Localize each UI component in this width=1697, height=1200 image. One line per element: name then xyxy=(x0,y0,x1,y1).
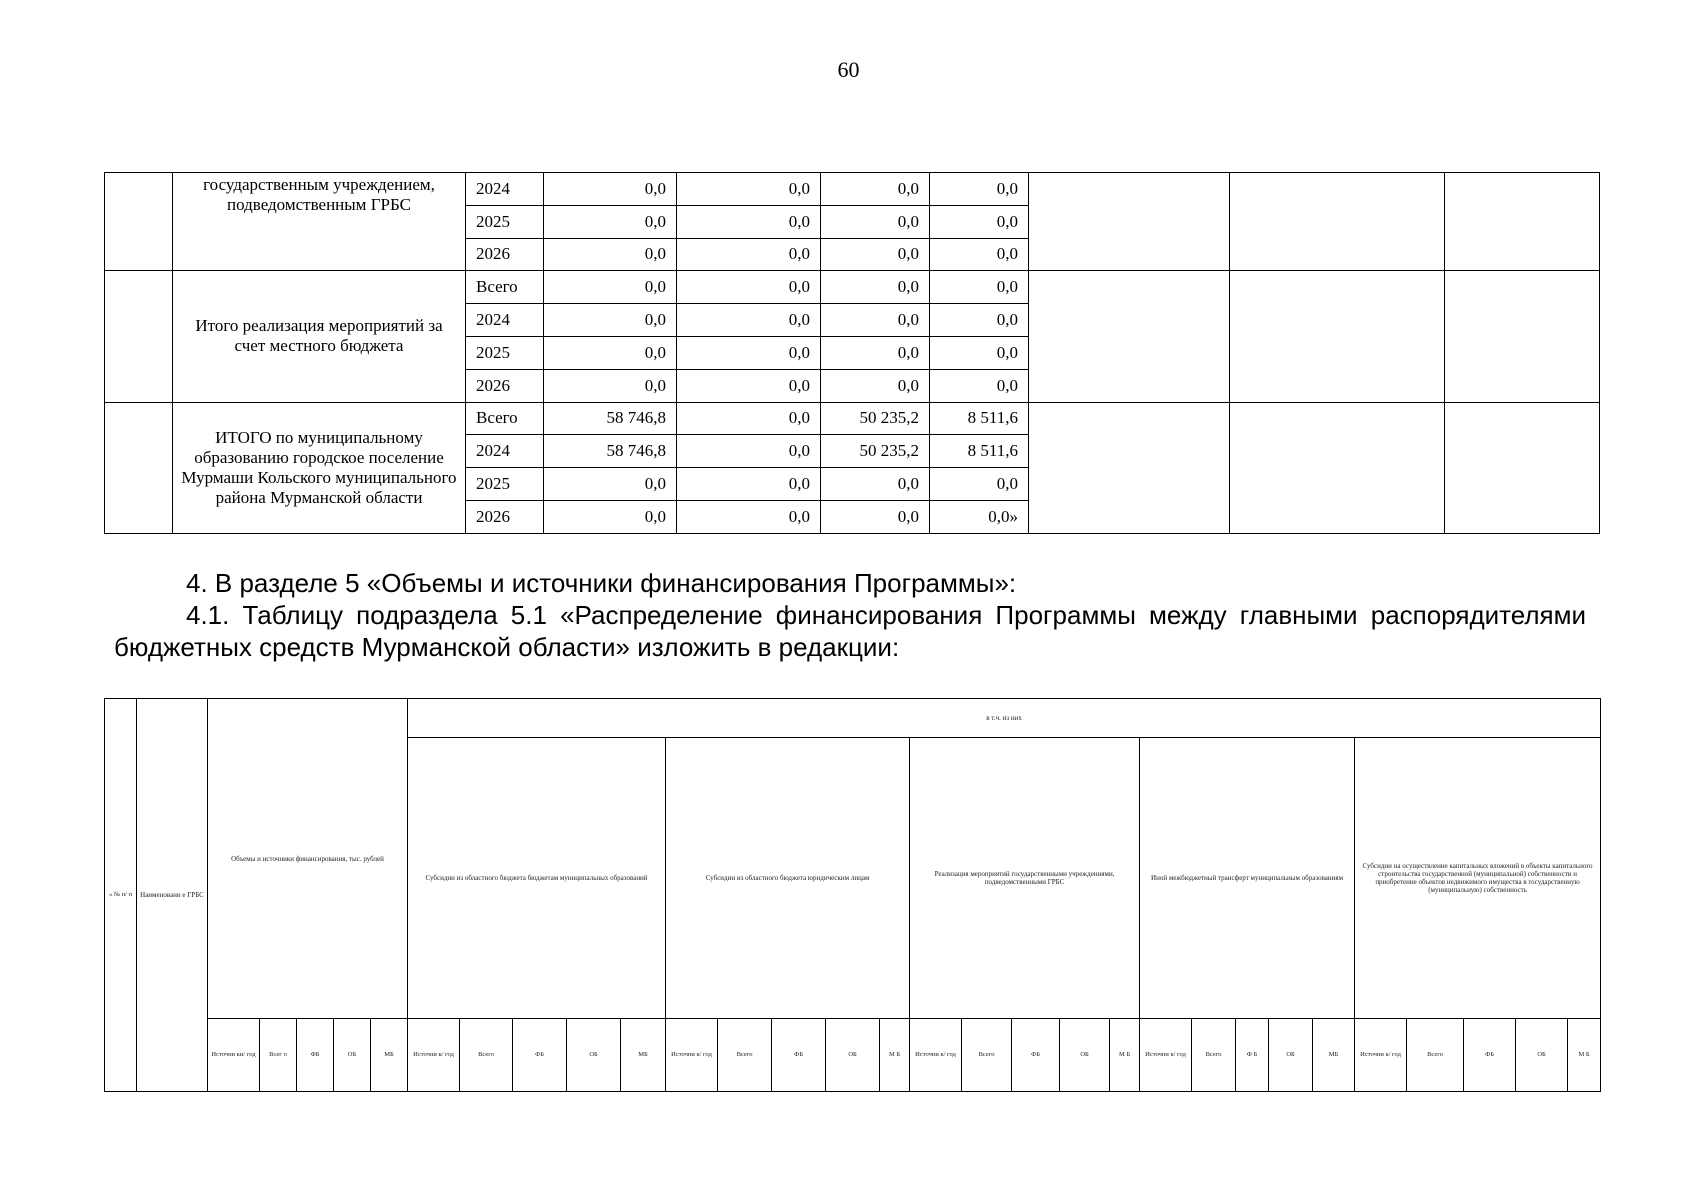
sub-header-cell: МБ xyxy=(371,1019,408,1092)
sub-header-cell: МБ xyxy=(621,1019,666,1092)
sub-header-cell: Источни к/ год xyxy=(408,1019,460,1092)
total-cell: 0,0 xyxy=(544,173,677,206)
ob-cell: 0,0 xyxy=(821,205,930,238)
sub-header-cell: Источни ки/ год xyxy=(208,1019,260,1092)
total-cell: 0,0 xyxy=(544,304,677,337)
sub-header-cell: ФБ xyxy=(1464,1019,1516,1092)
ob-cell: 0,0 xyxy=(821,468,930,501)
table-row xyxy=(105,402,1600,435)
sub-header-cell: ФБ xyxy=(513,1019,567,1092)
row-number-cell xyxy=(105,173,173,271)
ob-cell: 0,0 xyxy=(821,500,930,533)
extra-cell-3 xyxy=(1445,173,1600,271)
mb-cell: 0,0 xyxy=(930,271,1029,304)
sub-header-cell: ОБ xyxy=(826,1019,880,1092)
sub-header-cell: Всег о xyxy=(260,1019,297,1092)
ob-cell: 0,0 xyxy=(821,238,930,271)
sub-header-cell: ФБ xyxy=(1012,1019,1060,1092)
fb-cell: 0,0 xyxy=(677,468,821,501)
ob-cell: 50 235,2 xyxy=(821,402,930,435)
sub-header-cell: ОБ xyxy=(334,1019,371,1092)
sub-header-cell: М Б xyxy=(880,1019,910,1092)
fb-cell: 0,0 xyxy=(677,369,821,402)
group-header: Субсидии из областного бюджета юридическим лицам xyxy=(666,738,910,1019)
page-number: 60 xyxy=(837,57,860,82)
group-header: Субсидии из областного бюджета бюджетам муниципальных образований xyxy=(408,738,666,1019)
extra-cell-1 xyxy=(1029,271,1230,402)
sub-header-cell: Источни к/ год xyxy=(910,1019,962,1092)
col-header-volumes: Объемы и источники финансирования, тыс. рублей xyxy=(208,699,408,1019)
year-cell: 2025 xyxy=(466,468,544,501)
fb-cell: 0,0 xyxy=(677,271,821,304)
table-body xyxy=(105,173,1600,534)
year-cell: 2025 xyxy=(466,336,544,369)
ob-cell: 0,0 xyxy=(821,304,930,337)
sub-header-cell: М Б xyxy=(1110,1019,1140,1092)
instruction-paragraph: 4.1. Таблицу подраздела 5.1 «Распределение финансирования Программы между главными распорядителями бюджетных средств Мурманской области» изложить в редакции: xyxy=(114,600,1586,662)
fb-cell: 0,0 xyxy=(677,500,821,533)
fb-cell: 0,0 xyxy=(677,336,821,369)
sub-header-cell: ФБ xyxy=(297,1019,334,1092)
extra-cell-2 xyxy=(1230,402,1445,533)
mb-cell: 8 511,6 xyxy=(930,435,1029,468)
financing-table-continued xyxy=(104,172,1600,534)
sub-header-cell: Всего xyxy=(718,1019,772,1092)
ob-cell: 0,0 xyxy=(821,369,930,402)
mb-cell: 0,0 xyxy=(930,468,1029,501)
year-cell: 2026 xyxy=(466,238,544,271)
extra-cell-1 xyxy=(1029,402,1230,533)
group-header: Субсидии на осуществление капитальных вложений в объекты капитального строительства государственной (муниципальной) собственности и приобретение объектов недвижимого имущества в государственную (муниципальную) собственность xyxy=(1355,738,1601,1019)
col-header-name: Наименовани е ГРБС xyxy=(137,699,208,1092)
ob-cell: 50 235,2 xyxy=(821,435,930,468)
extra-cell-1 xyxy=(1029,173,1230,271)
year-cell: 2026 xyxy=(466,369,544,402)
total-cell: 58 746,8 xyxy=(544,435,677,468)
total-cell: 58 746,8 xyxy=(544,402,677,435)
table-row xyxy=(105,271,1600,304)
total-cell: 0,0 xyxy=(544,238,677,271)
row-number-cell xyxy=(105,402,173,533)
sub-header-cell: Всего xyxy=(1407,1019,1464,1092)
total-cell: 0,0 xyxy=(544,369,677,402)
mb-cell: 0,0 xyxy=(930,205,1029,238)
mb-cell: 0,0 xyxy=(930,336,1029,369)
mb-cell: 8 511,6 xyxy=(930,402,1029,435)
table-row xyxy=(105,173,1600,206)
sub-header-cell: Всего xyxy=(962,1019,1012,1092)
year-cell: Всего xyxy=(466,402,544,435)
fb-cell: 0,0 xyxy=(677,304,821,337)
total-cell: 0,0 xyxy=(544,336,677,369)
sub-header-cell: ОБ xyxy=(1269,1019,1313,1092)
sub-header-cell: Источни к/ год xyxy=(666,1019,718,1092)
row-name-cell: государственным учреждением, подведомственным ГРБС xyxy=(173,173,466,271)
fb-cell: 0,0 xyxy=(677,173,821,206)
year-cell: 2025 xyxy=(466,205,544,238)
sub-header-cell: ОБ xyxy=(1060,1019,1110,1092)
sub-header-cell: М Б xyxy=(1568,1019,1601,1092)
year-cell: Всего xyxy=(466,271,544,304)
total-cell: 0,0 xyxy=(544,468,677,501)
fb-cell: 0,0 xyxy=(677,238,821,271)
extra-cell-2 xyxy=(1230,173,1445,271)
sub-header-cell: ОБ xyxy=(1516,1019,1568,1092)
col-header-including: в т.ч. из них xyxy=(408,699,1601,738)
row-name-cell: Итого реализация мероприятий за счет местного бюджета xyxy=(173,271,466,402)
extra-cell-2 xyxy=(1230,271,1445,402)
group-header: Иной межбюджетный трансферт муниципальным образованиям xyxy=(1140,738,1355,1019)
year-cell: 2024 xyxy=(466,304,544,337)
distribution-table xyxy=(104,698,1601,1092)
fb-cell: 0,0 xyxy=(677,205,821,238)
mb-cell: 0,0 xyxy=(930,238,1029,271)
col-header-number: « № п/ п xyxy=(105,699,137,1092)
sub-header-cell: Всего xyxy=(460,1019,513,1092)
sub-header-cell: ФБ xyxy=(772,1019,826,1092)
sub-header-cell: МБ xyxy=(1313,1019,1355,1092)
sub-header-cell: Всего xyxy=(1192,1019,1236,1092)
row-name-cell: ИТОГО по муниципальному образованию городское поселение Мурмаши Кольского муниципального района Мурманской области xyxy=(173,402,466,533)
group-header: Реализация мероприятий государственными учреждениями, подведомственными ГРБС xyxy=(910,738,1140,1019)
ob-cell: 0,0 xyxy=(821,336,930,369)
mb-cell: 0,0 xyxy=(930,173,1029,206)
total-cell: 0,0 xyxy=(544,205,677,238)
sub-header-cell: Источни к/ год xyxy=(1355,1019,1407,1092)
ob-cell: 0,0 xyxy=(821,271,930,304)
ob-cell: 0,0 xyxy=(821,173,930,206)
year-cell: 2024 xyxy=(466,435,544,468)
extra-cell-3 xyxy=(1445,271,1600,402)
fb-cell: 0,0 xyxy=(677,435,821,468)
row-number-cell xyxy=(105,271,173,402)
extra-cell-3 xyxy=(1445,402,1600,533)
sub-header-cell: Ф Б xyxy=(1236,1019,1269,1092)
year-cell: 2024 xyxy=(466,173,544,206)
fb-cell: 0,0 xyxy=(677,402,821,435)
year-cell: 2026 xyxy=(466,500,544,533)
sub-header-cell: Источни к/ год xyxy=(1140,1019,1192,1092)
mb-cell: 0,0» xyxy=(930,500,1029,533)
sub-header-cell: ОБ xyxy=(567,1019,621,1092)
mb-cell: 0,0 xyxy=(930,304,1029,337)
mb-cell: 0,0 xyxy=(930,369,1029,402)
total-cell: 0,0 xyxy=(544,500,677,533)
total-cell: 0,0 xyxy=(544,271,677,304)
section-heading-paragraph: 4. В разделе 5 «Объемы и источники финансирования Программы»: xyxy=(186,568,1017,598)
